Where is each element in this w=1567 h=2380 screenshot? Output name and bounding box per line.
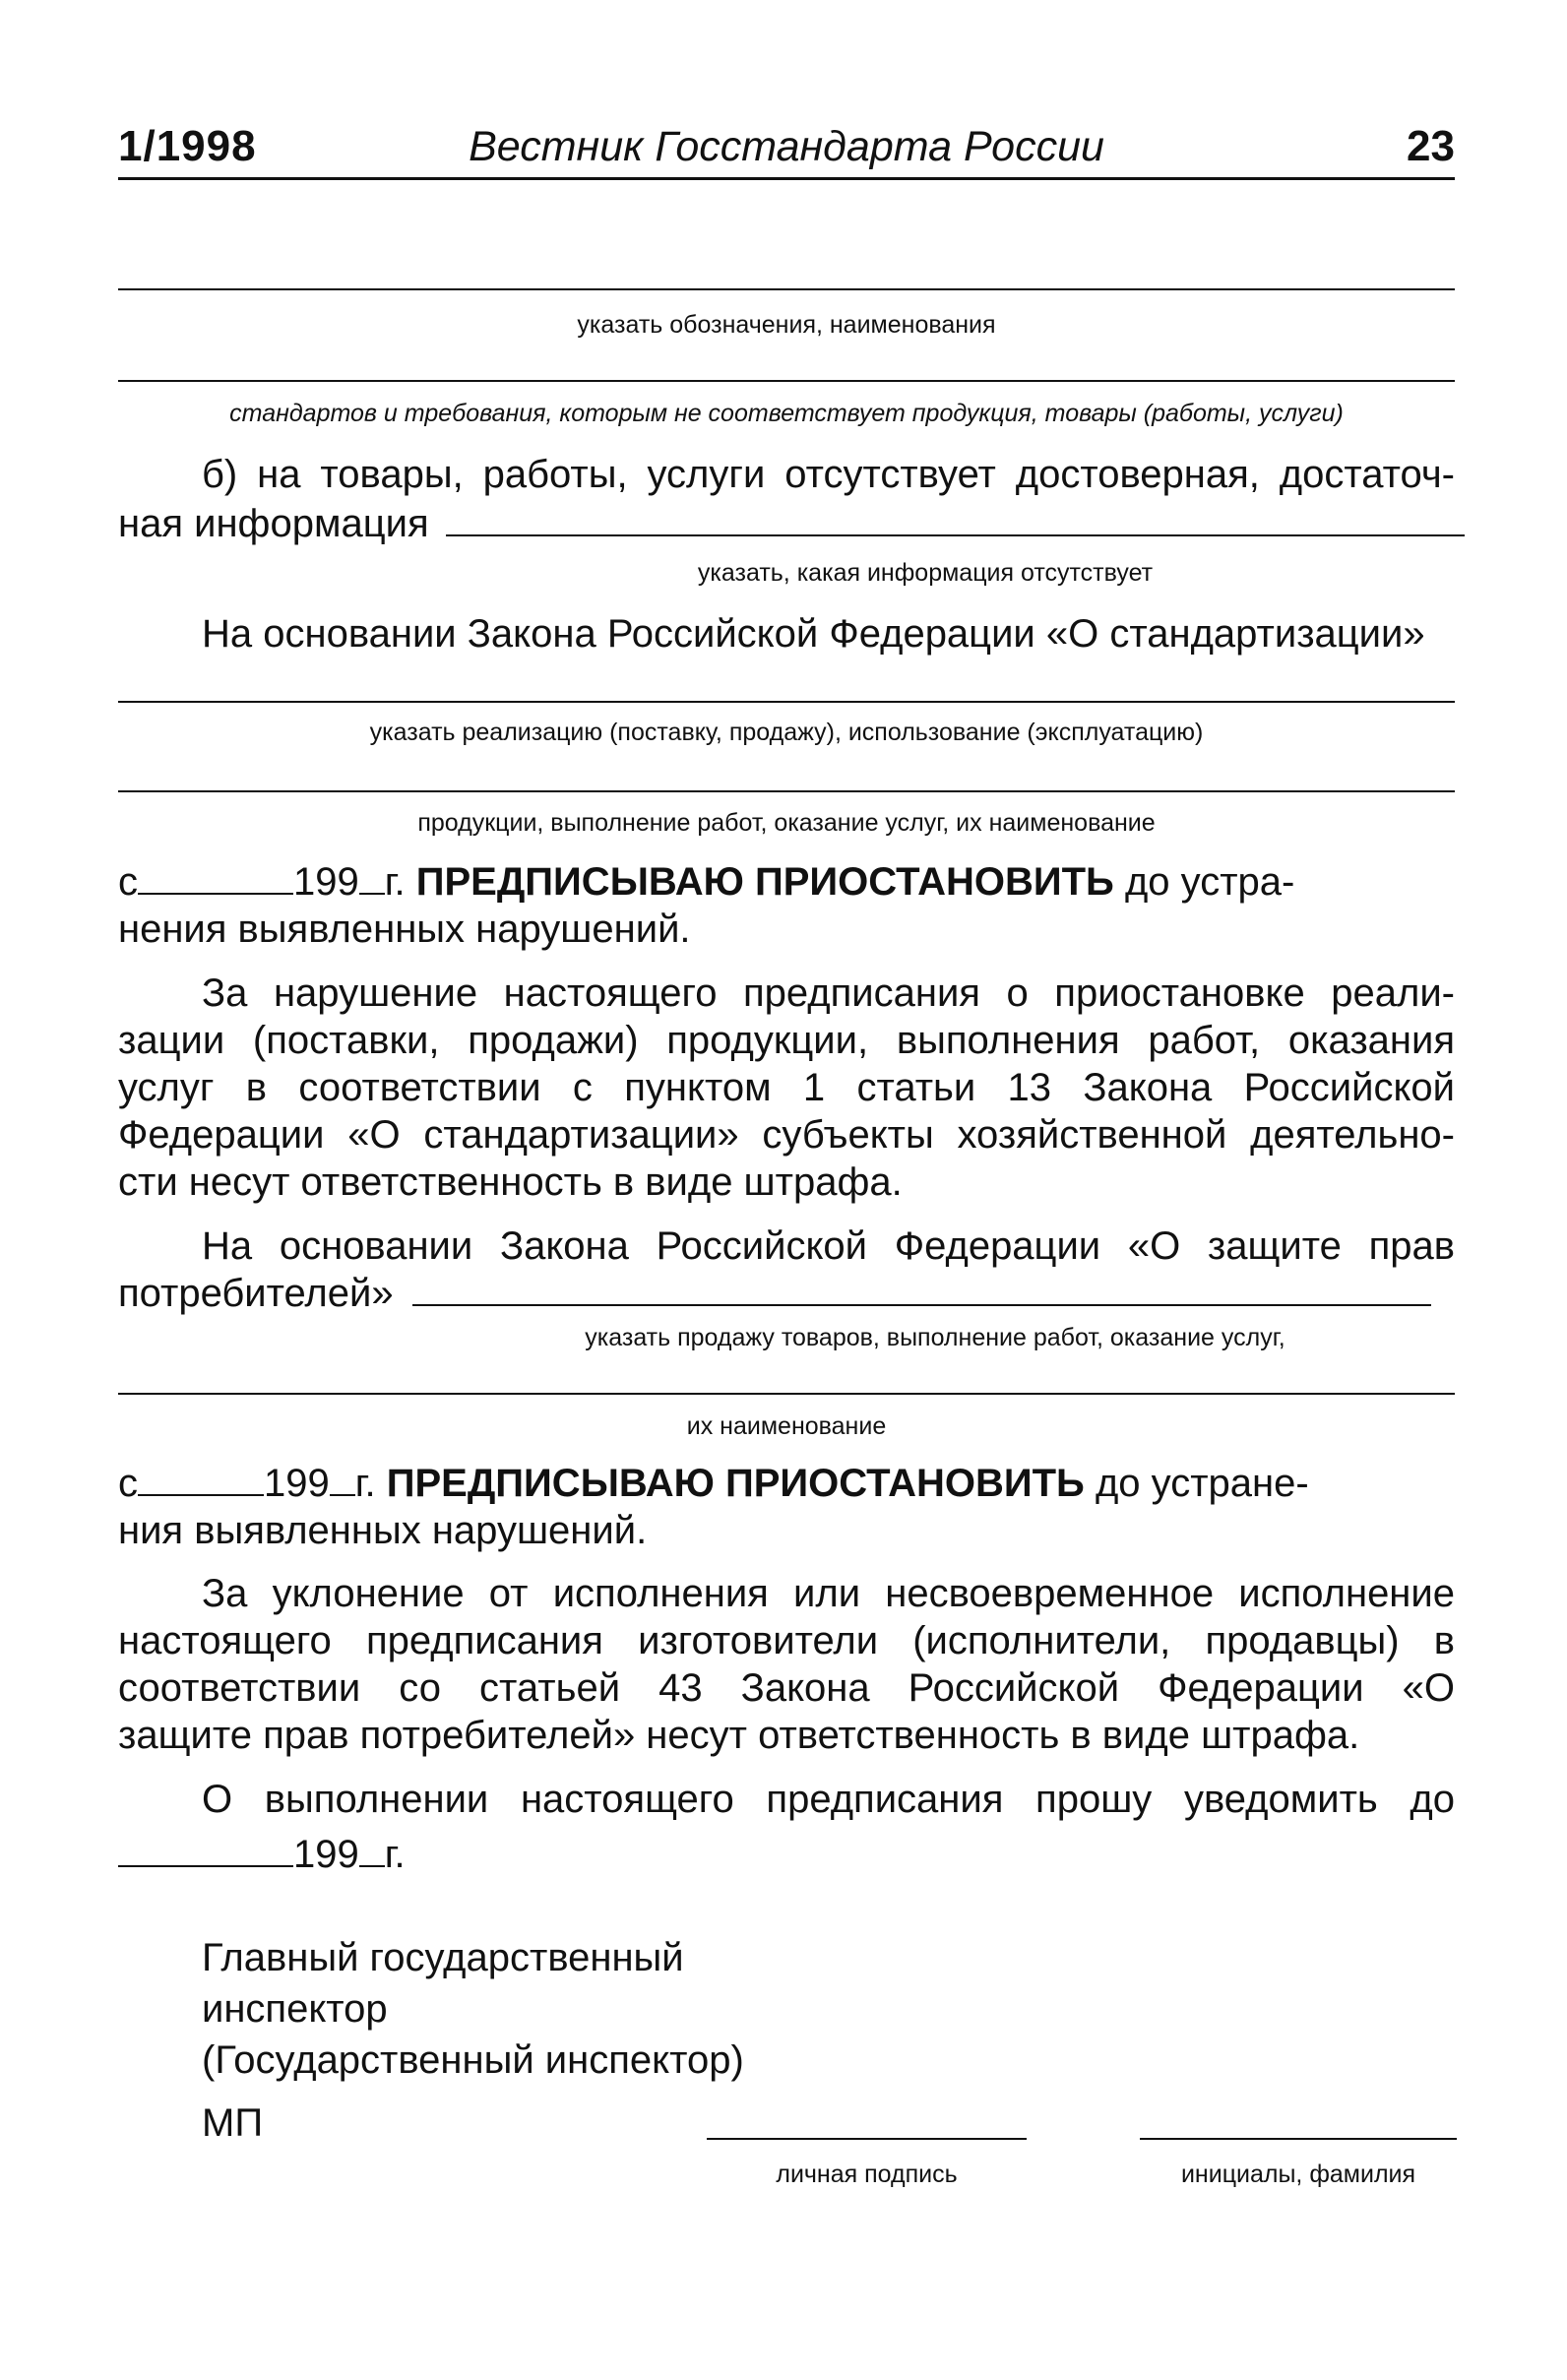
item-b-line2 bbox=[118, 500, 1455, 547]
signer-title-line1: Главный государственный bbox=[202, 1936, 684, 1979]
name-line bbox=[1140, 2138, 1457, 2140]
hint-sale: указать продажу товаров, выполнение работ, оказание услуг, bbox=[585, 1324, 1285, 1351]
fill-line bbox=[118, 790, 1455, 792]
basis-consumer-rights-line2 bbox=[118, 1270, 1455, 1317]
evasion-paragraph-line: защите прав потребителей» несут ответственность в виде штрафа. bbox=[118, 1714, 1360, 1757]
order-prefix: с bbox=[118, 860, 138, 904]
item-b-text: ная информация bbox=[118, 502, 429, 545]
fill-line bbox=[118, 288, 1455, 290]
hint-designation: указать обозначения, наименования bbox=[577, 311, 996, 339]
basis-consumer-rights: На основании Закона Российской Федерации «О защите прав bbox=[202, 1224, 1455, 1268]
penalty-paragraph-line: услуг в соответствии с пунктом 1 статьи 13 Закона Российской bbox=[118, 1066, 1455, 1109]
hint-signature: личная подпись bbox=[776, 2161, 958, 2188]
evasion-paragraph-line: настоящего предписания изготовители (исполнители, продавцы) в bbox=[118, 1619, 1455, 1662]
order-suspend-1 bbox=[118, 858, 1455, 906]
hint-initials: инициалы, фамилия bbox=[1180, 2161, 1416, 2188]
hint-missing-info: указать, какая информация отсутствует bbox=[697, 559, 1154, 587]
order-suspend-2 bbox=[118, 1460, 1455, 1507]
basis-standardization: На основании Закона Российской Федерации «О стандартизации» bbox=[202, 612, 1425, 656]
penalty-paragraph-line: За нарушение настоящего предписания о приостановке реали- bbox=[202, 971, 1455, 1015]
order-year-suffix: г. bbox=[384, 860, 406, 904]
order-suspend-2-line2: ния выявленных нарушений. bbox=[118, 1509, 648, 1552]
signer-title-line3: (Государственный инспектор) bbox=[202, 2038, 744, 2082]
penalty-paragraph-line: зации (поставки, продажи) продукции, выполнения работ, оказания bbox=[118, 1019, 1455, 1062]
notify-year: 199 bbox=[293, 1833, 359, 1876]
evasion-paragraph-line: соответствии со статьей 43 Закона Российской Федерации «О bbox=[118, 1666, 1455, 1710]
signer-title-line2: инспектор bbox=[202, 1987, 388, 2031]
notify-line: О выполнении настоящего предписания прошу уведомить до bbox=[202, 1778, 1455, 1821]
issue-number: 1/1998 bbox=[118, 122, 257, 170]
signature-line bbox=[707, 2138, 1027, 2140]
evasion-paragraph-line: За уклонение от исполнения или несвоевременное исполнение bbox=[202, 1572, 1455, 1615]
fill-line bbox=[118, 701, 1455, 703]
blank-date bbox=[138, 1461, 264, 1496]
hint-standards: стандартов и требования, которым не соответствует продукция, товары (работы, услуги) bbox=[229, 400, 1344, 427]
item-b-line1: б) на товары, работы, услуги отсутствует достоверная, достаточ- bbox=[202, 453, 1455, 496]
blank-year bbox=[359, 859, 385, 895]
fill-line bbox=[118, 1393, 1455, 1395]
hint-realization: указать реализацию (поставку, продажу), использование (эксплуатацию) bbox=[369, 719, 1204, 746]
order-bold: ПРЕДПИСЫВАЮ ПРИОСТАНОВИТЬ bbox=[386, 1462, 1085, 1505]
blank-year bbox=[359, 1832, 385, 1867]
page-number: 23 bbox=[1407, 122, 1455, 170]
seal-mark: МП bbox=[202, 2101, 264, 2145]
order-tail: до устра- bbox=[1124, 860, 1295, 904]
notify-date bbox=[118, 1831, 1455, 1878]
fill-line bbox=[118, 380, 1455, 382]
order-prefix: с bbox=[118, 1462, 138, 1505]
blank-info bbox=[446, 501, 1465, 536]
hint-names: их наименование bbox=[686, 1412, 887, 1440]
order-year: 199 bbox=[293, 860, 359, 904]
hint-products: продукции, выполнение работ, оказание услуг, их наименование bbox=[417, 809, 1156, 837]
order-bold: ПРЕДПИСЫВАЮ ПРИОСТАНОВИТЬ bbox=[415, 860, 1114, 904]
penalty-paragraph-line: сти несут ответственность в виде штрафа. bbox=[118, 1160, 903, 1204]
order-tail: до устране- bbox=[1095, 1462, 1309, 1505]
running-header bbox=[118, 116, 1455, 180]
blank-year bbox=[330, 1461, 355, 1496]
penalty-paragraph-line: Федерации «О стандартизации» субъекты хозяйственной деятельно- bbox=[118, 1113, 1455, 1157]
blank-notify-date bbox=[118, 1832, 293, 1867]
order-year: 199 bbox=[264, 1462, 330, 1505]
order-year-suffix: г. bbox=[354, 1462, 376, 1505]
blank-consumer bbox=[412, 1271, 1431, 1306]
blank-date bbox=[138, 859, 293, 895]
journal-title: Вестник Госстандарта России bbox=[469, 123, 1104, 170]
order-suspend-1-line2: нения выявленных нарушений. bbox=[118, 908, 691, 951]
notify-year-suffix: г. bbox=[384, 1833, 406, 1876]
basis-consumer-text: потребителей» bbox=[118, 1272, 394, 1315]
